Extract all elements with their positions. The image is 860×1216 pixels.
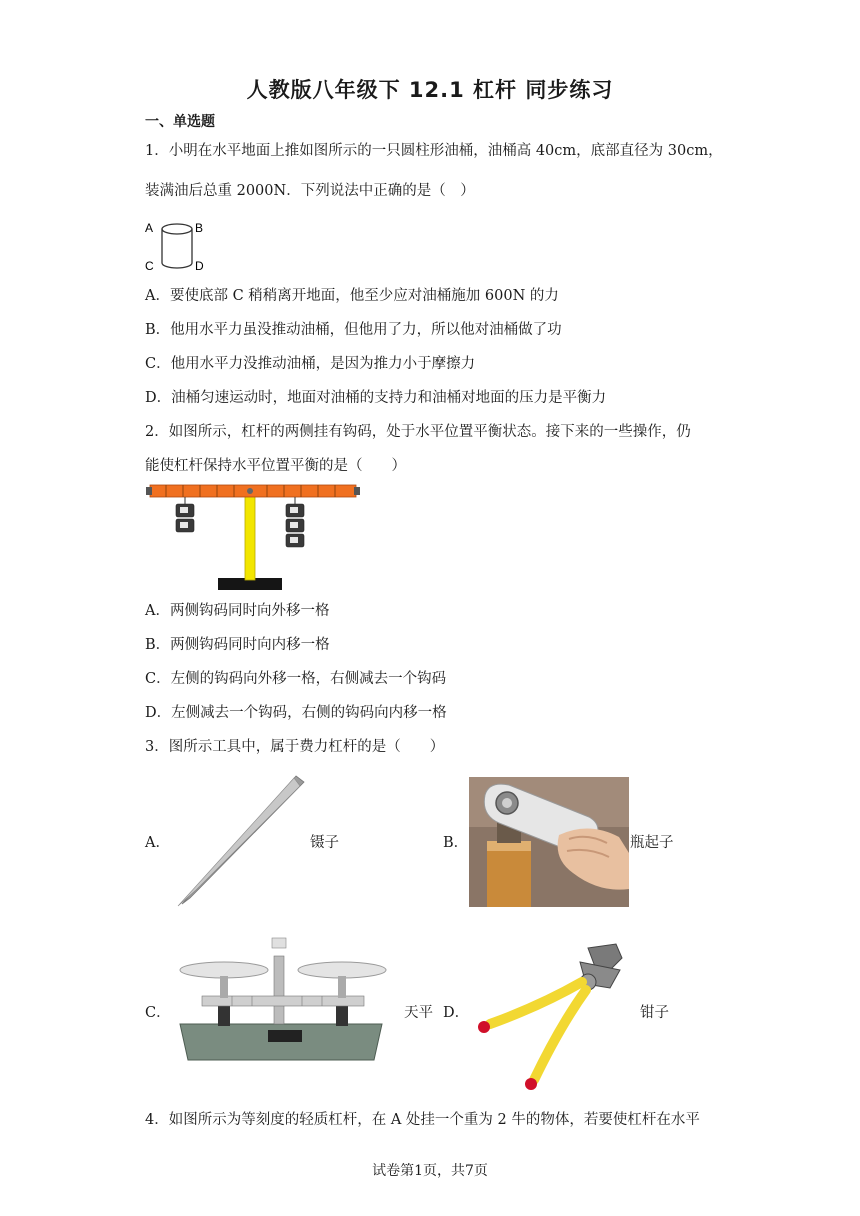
section-heading: 一、单选题 — [145, 114, 215, 130]
oil-barrel-figure — [144, 217, 210, 273]
q1-stem-line-1: 1．小明在水平地面上推如图所示的一只圆柱形油桶，油桶高 40cm，底部直径为 30cm， — [145, 143, 723, 159]
q2-option-d: D．左侧减去一个钩码，右侧的钩码向内移一格 — [145, 705, 447, 721]
q2-option-c: C．左侧的钩码向外移一格，右侧减去一个钩码 — [145, 671, 447, 687]
q1-option-b: B．他用水平力虽没推动油桶，但他用了力，所以他对油桶做了功 — [145, 322, 562, 338]
q3-option-d-name: 钳子 — [640, 1005, 669, 1021]
q1-stem-line-2: 装满油后总重 2000N．下列说法中正确的是（ ） — [145, 183, 475, 199]
lever-balance-figure — [146, 482, 360, 592]
barrel-label-c: C — [145, 259, 154, 273]
pliers-image — [470, 940, 630, 1090]
q3-option-b-letter: B． — [443, 835, 469, 851]
bottle-opener-image — [469, 777, 629, 907]
q3-option-d-letter: D． — [443, 1005, 470, 1021]
q3-option-c-letter: C． — [145, 1005, 171, 1021]
q3-option-b-name: 瓶起子 — [630, 835, 674, 851]
q2-option-a: A．两侧钩码同时向外移一格 — [145, 603, 330, 619]
q3-option-a-letter: A． — [145, 835, 170, 851]
barrel-label-d: D — [195, 259, 204, 273]
q2-option-b: B．两侧钩码同时向内移一格 — [145, 637, 330, 653]
balance-scale-image — [172, 936, 392, 1066]
q4-stem: 4．如图所示为等刻度的轻质杠杆，在 A 处挂一个重为 2 牛的物体，若要使杠杆在水平 — [145, 1112, 700, 1128]
q2-stem-line-1: 2．如图所示，杠杆的两侧挂有钩码，处于水平位置平衡状态。接下来的一些操作，仍 — [145, 424, 691, 440]
q2-stem-line-2: 能使杠杆保持水平位置平衡的是（ ） — [145, 458, 406, 474]
page-title: 人教版八年级下 12.1 杠杆 同步练习 — [246, 78, 614, 102]
tweezers-image — [172, 772, 306, 908]
q3-option-c-name: 天平 — [404, 1005, 433, 1021]
q1-option-a: A．要使底部 C 稍稍离开地面，他至少应对油桶施加 600N 的力 — [145, 288, 559, 304]
q1-option-c: C．他用水平力没推动油桶，是因为推力小于摩擦力 — [145, 356, 476, 372]
barrel-label-b: B — [195, 221, 204, 235]
q3-option-a-name: 镊子 — [310, 835, 339, 851]
barrel-label-a: A — [145, 221, 154, 235]
q1-option-d: D．油桶匀速运动时，地面对油桶的支持力和油桶对地面的压力是平衡力 — [145, 390, 607, 406]
q3-stem: 3．图所示工具中，属于费力杠杆的是（ ） — [145, 739, 445, 755]
page-footer: 试卷第1页，共7页 — [372, 1163, 488, 1179]
